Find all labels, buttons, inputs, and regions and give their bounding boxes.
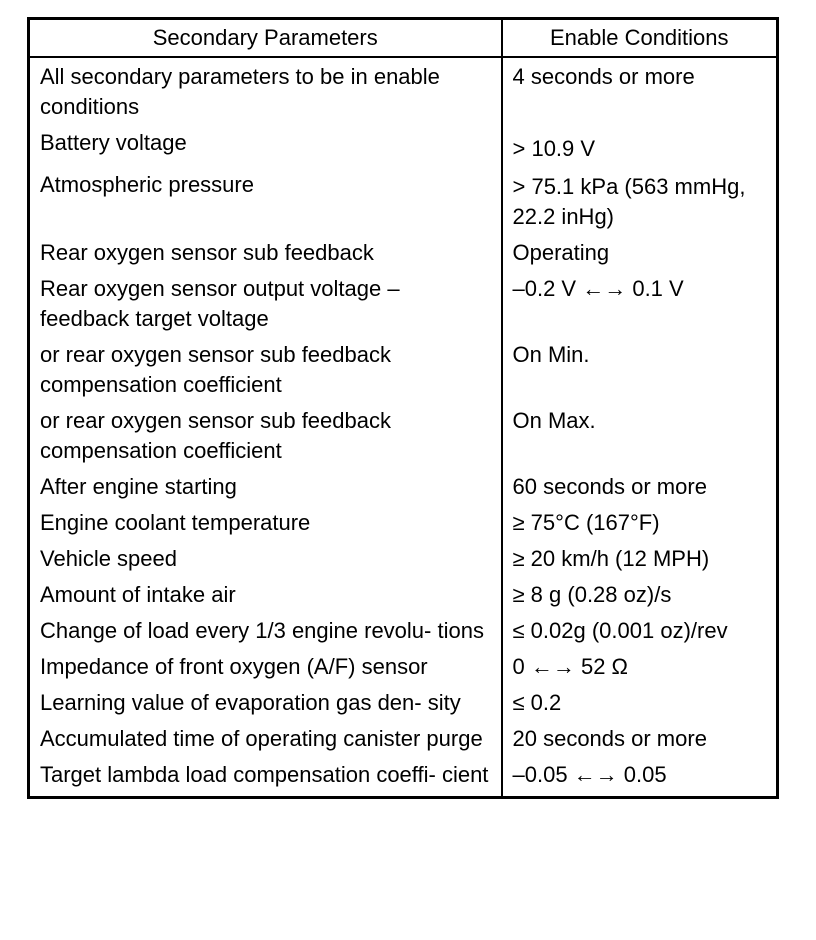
condition-cell: ≤ 0.2 [512,690,562,715]
condition-cell: ≥ 75°C (167°F) [512,510,660,535]
parameter-cell: Impedance of front oxygen (A/F) sensor [29,648,502,684]
table-row [29,540,778,576]
condition-cell: On Max. [512,408,596,433]
parameter-cell: All secondary parameters to be in enable conditions [29,57,502,124]
table-row [29,468,778,504]
condition-cell: –0.2 V ←→ 0.1 V [512,276,684,301]
condition-cell: 0 ←→ 52 Ω [512,654,628,679]
table-row [29,756,778,798]
header-secondary-parameters: Secondary Parameters [29,19,502,58]
condition-cell: Operating [512,240,610,265]
parameter-cell: Change of load every 1/3 engine revolu- tions [29,612,502,648]
table-row [29,234,778,270]
condition-cell: 60 seconds or more [512,474,707,499]
table-row [29,576,778,612]
table-row [29,57,778,124]
parameter-cell: Amount of intake air [29,576,502,612]
table-row [29,336,778,402]
condition-cell: ≥ 8 g (0.28 oz)/s [512,582,672,607]
table-header-row [29,19,778,58]
table-row [29,720,778,756]
parameter-cell: After engine starting [29,468,502,504]
table-row [29,270,778,336]
condition-cell: ≥ 20 km/h (12 MPH) [512,546,710,571]
table-row [29,612,778,648]
parameter-cell: Rear oxygen sensor sub feedback [29,234,502,270]
condition-cell: > 10.9 V [512,136,596,161]
parameter-cell: or rear oxygen sensor sub feedback compensation coefficient [29,336,502,402]
parameter-cell: Atmospheric pressure [29,166,502,234]
parameter-cell: Vehicle speed [29,540,502,576]
parameter-cell: Target lambda load compensation coeffi- cient [29,756,502,798]
condition-cell: On Min. [512,342,590,367]
parameter-cell: or rear oxygen sensor sub feedback compensation coefficient [29,402,502,468]
condition-cell: 20 seconds or more [512,726,707,751]
header-enable-conditions: Enable Conditions [502,19,778,58]
parameter-cell: Accumulated time of operating canister purge [29,720,502,756]
table-row [29,648,778,684]
condition-cell: > 75.1 kPa (563 mmHg, 22.2 inHg) [512,174,746,229]
secondary-parameters-table [27,17,779,799]
parameter-cell: Learning value of evaporation gas den- sity [29,684,502,720]
parameter-cell: Engine coolant temperature [29,504,502,540]
table-row [29,402,778,468]
table-row [29,166,778,234]
table-row [29,124,778,166]
parameter-cell: Rear oxygen sensor output voltage – feedback target voltage [29,270,502,336]
condition-cell: ≤ 0.02g (0.001 oz)/rev [512,618,728,643]
condition-cell: –0.05 ←→ 0.05 [512,762,667,787]
parameter-cell: Battery voltage [29,124,502,166]
table-row [29,684,778,720]
condition-cell: 4 seconds or more [512,64,695,89]
table-row [29,504,778,540]
